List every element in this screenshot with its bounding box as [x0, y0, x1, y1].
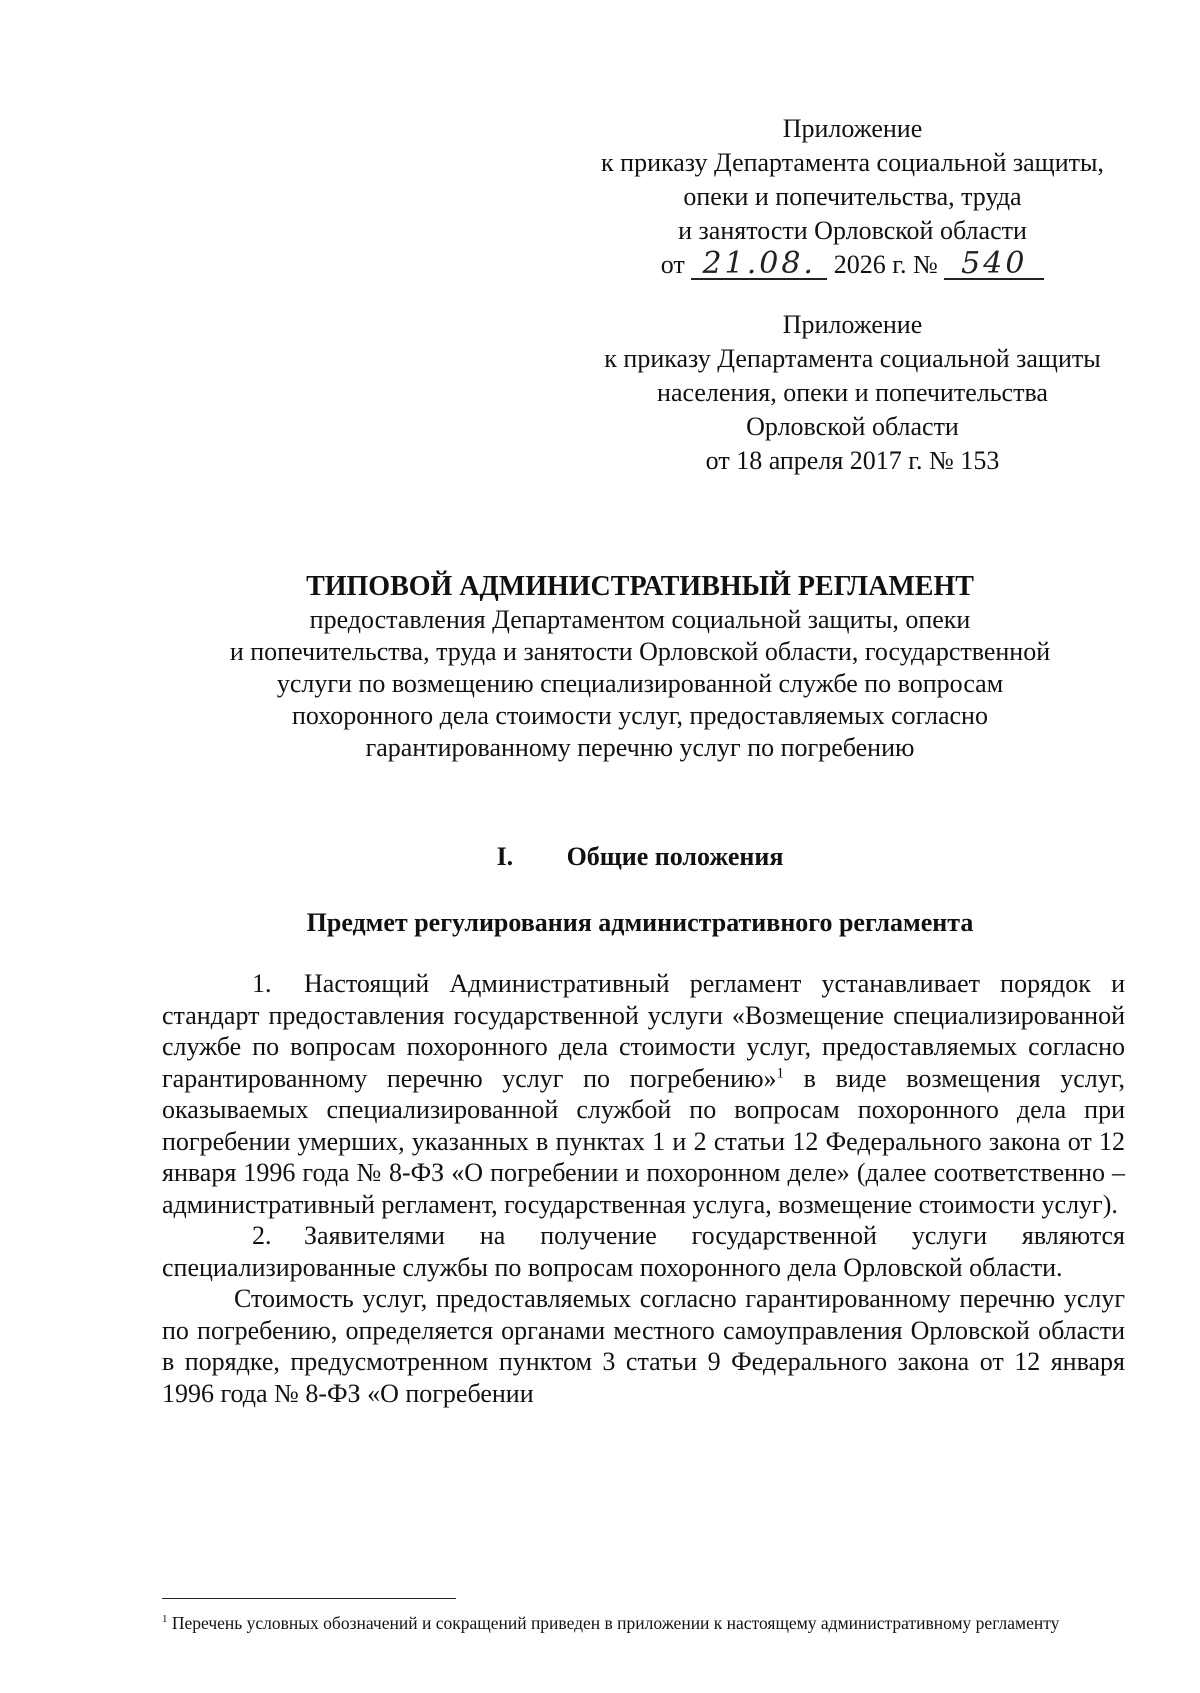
subsection-heading: Предмет регулирования административного регламента [306, 908, 974, 937]
section-number: I. [496, 842, 514, 871]
paragraph-text: Настоящий Административный регламент устанавливает порядок и стандарт предоставления государственной услуги «Возмещение специализированной службе по вопросам похоронного дела стоимости услуг, предоставляемых согласно гарантированному перечню услуг по погребению» [162, 969, 1125, 1093]
handwritten-date: 21.08. [691, 250, 827, 280]
title-line: похоронного дела стоимости услуг, предоставляемых согласно [292, 701, 988, 730]
title-main: ТИПОВОЙ АДМИНИСТРАТИВНЫЙ РЕГЛАМЕНТ [306, 571, 974, 602]
annex-header-current [570, 112, 1135, 282]
title-line: гарантированному перечню услуг по погребению [365, 733, 915, 762]
annex-line: населения, опеки и попечительства [657, 378, 1048, 407]
annex-line: к приказу Департамента социальной защиты, [601, 148, 1104, 177]
title-line: услуги по возмещению специализированной службе по вопросам [276, 669, 1004, 698]
footnote-text: Перечень условных обозначений и сокращений приведен в приложении к настоящему административному регламенту [167, 1613, 1060, 1633]
document-title [150, 570, 1130, 764]
title-line: предоставления Департаментом социальной защиты, опеки [309, 605, 971, 634]
annex-line: и занятости Орловской области [678, 216, 1027, 245]
footnote-divider [162, 1598, 456, 1599]
paragraph-number: 2. [252, 1221, 272, 1250]
section-heading [150, 842, 1130, 872]
paragraph-number: 1. [252, 969, 272, 998]
section-title: Общие положения [566, 842, 784, 871]
date-prefix: от [660, 250, 685, 279]
footnote-ref[interactable]: 1 [776, 1064, 785, 1081]
annex-title: Приложение [782, 114, 923, 143]
paragraph-1 [162, 968, 1125, 1220]
footnote [162, 1612, 1132, 1634]
annex-line: к приказу Департамента социальной защиты [604, 344, 1101, 373]
paragraph-2 [162, 1220, 1125, 1283]
annex-line: Орловской области [746, 412, 959, 441]
paragraph-3: Стоимость услуг, предоставляемых согласно гарантированному перечню услуг по погребению, определяется органами местного самоуправления Орловской области в порядке, предусмотренном пунктом 3 статьи 9 Федерального закона от 12 января 1996 года № 8-ФЗ «О погребении [162, 1284, 1125, 1408]
paragraph-text: Заявителями на получение государственной услуги являются специализированные службы по вопросам похоронного дела Орловской области. [162, 1221, 1125, 1282]
year-text: 2026 г. № [833, 250, 938, 279]
annex-header-original [570, 308, 1135, 478]
handwritten-number: 540 [944, 250, 1044, 280]
annex-date-line [570, 248, 1135, 282]
body-text [162, 968, 1125, 1409]
annex-line: опеки и попечительства, труда [683, 182, 1022, 211]
title-line: и попечительства, труда и занятости Орловской области, государственной [229, 637, 1051, 666]
footnote-marker: 1 [162, 1613, 168, 1626]
annex-line: от 18 апреля 2017 г. № 153 [705, 446, 1000, 475]
annex-title: Приложение [782, 310, 923, 339]
paragraph-text: в виде возмещения услуг, оказываемых специализированной службой по вопросам похоронного дела при погребении умерших, указанных в пунктах 1 и 2 статьи 12 Федерального закона от 12 января 1996 года № 8-ФЗ «О погребении и похоронном деле» (далее соответственно – административный регламент, государственная услуга, возмещение стоимости услуг). [162, 1063, 1126, 1219]
